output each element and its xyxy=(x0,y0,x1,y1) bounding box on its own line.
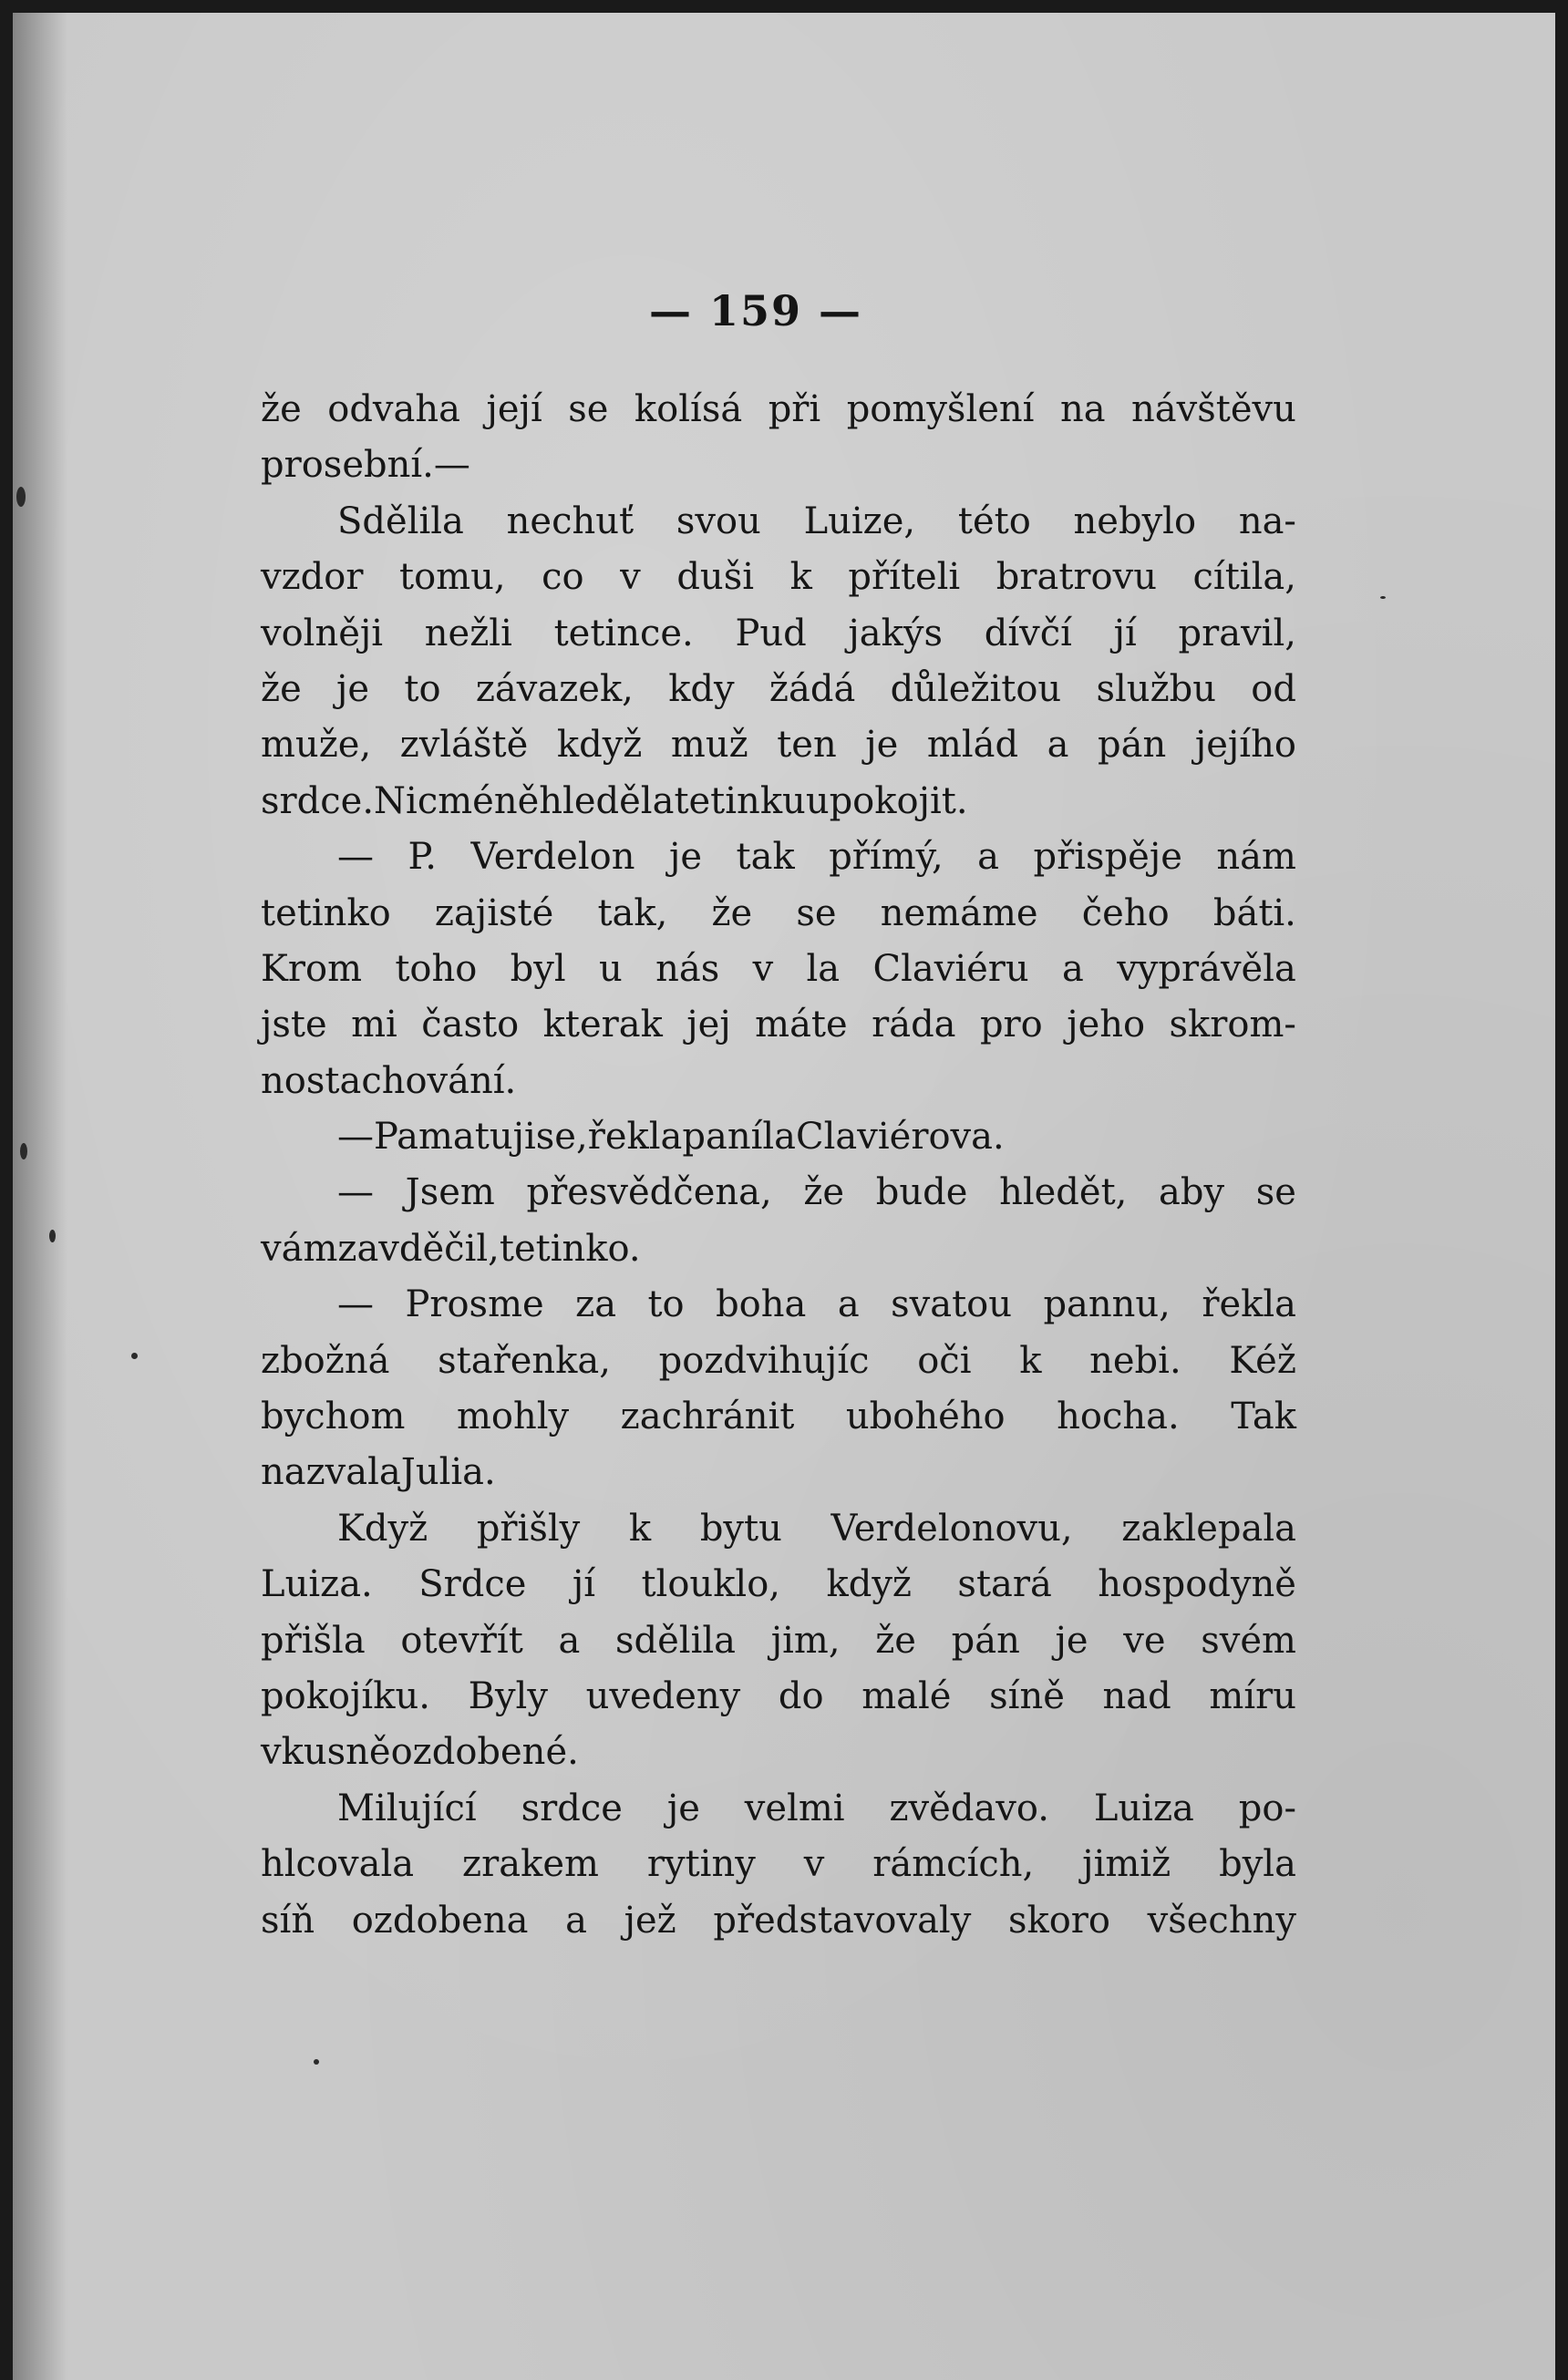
word: stařenka, xyxy=(438,1339,611,1382)
word: při xyxy=(768,388,821,430)
word: čeho xyxy=(1081,891,1170,934)
word: stará xyxy=(957,1563,1052,1606)
word: přesvědčena, xyxy=(526,1171,772,1214)
paper-speck xyxy=(16,487,26,507)
text-line xyxy=(261,1669,1296,1725)
word: byl xyxy=(510,947,566,990)
word: jim, xyxy=(770,1619,841,1662)
word: boha xyxy=(716,1283,807,1326)
word: upokojit. xyxy=(805,779,968,822)
word: míru xyxy=(1209,1674,1296,1717)
word: Krom xyxy=(261,947,363,990)
text-line xyxy=(261,829,1296,885)
word: je xyxy=(668,836,703,879)
word: na- xyxy=(1238,500,1296,542)
word: srdce. xyxy=(261,779,375,822)
word: tetince. xyxy=(553,612,694,654)
word: vyprávěla xyxy=(1117,947,1296,990)
word: a xyxy=(558,1619,581,1662)
word: že xyxy=(803,1171,845,1214)
word: — xyxy=(337,1283,374,1326)
word: tetinku xyxy=(674,779,806,822)
word: bychom xyxy=(261,1396,406,1438)
word: ozdobené. xyxy=(390,1731,579,1774)
word: jež xyxy=(624,1899,676,1942)
text-line xyxy=(261,1725,1296,1780)
text-line xyxy=(261,774,1296,829)
word: často xyxy=(421,1004,520,1046)
word: Luiza. xyxy=(261,1563,373,1606)
word: sdělila xyxy=(614,1619,737,1662)
word: rámcích, xyxy=(872,1843,1035,1886)
word: pro xyxy=(979,1004,1043,1046)
word: Když xyxy=(337,1507,428,1550)
word: co xyxy=(542,556,584,599)
word: zajisté xyxy=(434,891,554,934)
word: službu xyxy=(1096,667,1217,710)
word: jejího xyxy=(1194,724,1296,767)
paper-speck xyxy=(1380,596,1386,599)
word: po- xyxy=(1238,1787,1296,1829)
word: tetinko. xyxy=(499,1227,641,1270)
word: v xyxy=(803,1843,825,1886)
word: zvědavo. xyxy=(889,1787,1049,1829)
word: bude xyxy=(875,1171,968,1214)
word: muže, xyxy=(261,724,372,767)
word: a xyxy=(565,1899,587,1942)
word: mi xyxy=(351,1004,397,1046)
word: skoro xyxy=(1007,1899,1110,1942)
word: nežli xyxy=(424,612,512,654)
text-line xyxy=(261,606,1296,662)
word: duši xyxy=(676,556,755,599)
word: to xyxy=(404,667,441,710)
text-line xyxy=(261,438,1296,493)
word: příteli xyxy=(848,556,961,599)
text-line xyxy=(261,1334,1296,1389)
word: to xyxy=(647,1283,685,1326)
word: že xyxy=(261,388,302,430)
word: že xyxy=(711,891,753,934)
word: tlouklo, xyxy=(641,1563,781,1606)
book-page xyxy=(13,13,1555,2380)
text-line xyxy=(261,1613,1296,1669)
word: Verdelon xyxy=(470,836,635,879)
word: jimiž xyxy=(1082,1843,1171,1886)
word: zrakem xyxy=(462,1843,599,1886)
word: síň xyxy=(261,1899,315,1942)
word: srdce xyxy=(521,1787,623,1829)
word: řekla xyxy=(587,1116,683,1159)
word: do xyxy=(778,1674,824,1717)
word: paní xyxy=(682,1116,763,1159)
word: toho xyxy=(395,947,478,990)
paper-speck xyxy=(49,1230,56,1242)
word: volněji xyxy=(261,612,384,654)
word: k xyxy=(628,1507,652,1550)
word: otevřít xyxy=(400,1619,523,1662)
word: aby xyxy=(1159,1171,1225,1214)
text-line xyxy=(261,1054,1296,1109)
word: závazek, xyxy=(475,667,634,710)
word: — xyxy=(433,444,470,487)
word: hledět, xyxy=(999,1171,1128,1214)
word: mohly xyxy=(456,1396,570,1438)
word: báti. xyxy=(1212,891,1296,934)
word: přímý, xyxy=(829,836,944,879)
word: tetinko xyxy=(261,891,391,934)
word: důležitou xyxy=(890,667,1062,710)
word: pannu, xyxy=(1043,1283,1171,1326)
word: k xyxy=(1019,1339,1042,1382)
word: hleděla xyxy=(539,779,675,822)
word: na xyxy=(1059,388,1106,430)
word: vzdor xyxy=(261,556,364,599)
word: zachránit xyxy=(620,1396,795,1438)
word: zavděčil, xyxy=(337,1227,500,1270)
paper-speck xyxy=(20,1143,27,1159)
word: představovaly xyxy=(713,1899,972,1942)
word: Prosme xyxy=(405,1283,544,1326)
word: jakýs xyxy=(848,612,944,654)
word: ve xyxy=(1123,1619,1166,1662)
text-line xyxy=(261,1501,1296,1557)
word: za xyxy=(575,1283,617,1326)
word: nás xyxy=(655,947,720,990)
word: Luize, xyxy=(803,500,916,542)
word: a xyxy=(1062,947,1084,990)
word: Verdelonovu, xyxy=(830,1507,1073,1550)
word: řekla xyxy=(1202,1283,1296,1326)
word: přispěje xyxy=(1033,836,1182,879)
word: pomyšlení xyxy=(846,388,1035,430)
word: odvaha xyxy=(327,388,460,430)
word: vkusně xyxy=(261,1731,391,1774)
word: — xyxy=(337,836,374,879)
word: mlád xyxy=(926,724,1019,767)
word: od xyxy=(1251,667,1296,710)
word: bratrovu xyxy=(995,556,1157,599)
word: Milující xyxy=(337,1787,477,1829)
text-line xyxy=(261,1277,1296,1333)
word: pán xyxy=(1098,724,1167,767)
word: muž xyxy=(670,724,748,767)
word: Julia. xyxy=(400,1451,496,1494)
paper-speck xyxy=(314,2059,319,2065)
text-line xyxy=(261,550,1296,605)
word: pán xyxy=(951,1619,1020,1662)
word: se, xyxy=(535,1116,588,1159)
word: tak xyxy=(736,836,795,879)
word: Srdce xyxy=(418,1563,527,1606)
word: nazvala xyxy=(261,1451,401,1494)
word: malé xyxy=(861,1674,952,1717)
word: pravil, xyxy=(1178,612,1296,654)
word: Jsem xyxy=(405,1171,495,1214)
word: — xyxy=(337,1116,374,1159)
word: la xyxy=(762,1116,797,1159)
text-line xyxy=(261,717,1296,773)
word: Kéž xyxy=(1229,1339,1296,1382)
word: a xyxy=(977,836,1000,879)
word: u xyxy=(599,947,623,990)
word: že xyxy=(261,667,302,710)
word: pozdvihujíc xyxy=(658,1339,870,1382)
word: jeho xyxy=(1067,1004,1146,1046)
word: svou xyxy=(676,500,761,542)
word: Sdělila xyxy=(337,500,464,542)
word: zaklepala xyxy=(1121,1507,1296,1550)
word: a xyxy=(837,1283,860,1326)
word: skrom- xyxy=(1169,1004,1296,1046)
word: v xyxy=(752,947,774,990)
word: jí xyxy=(572,1563,596,1606)
word: je xyxy=(336,667,370,710)
word: Claviérova. xyxy=(796,1116,1005,1159)
word: bytu xyxy=(699,1507,782,1550)
word: ráda xyxy=(872,1004,956,1046)
word: jste xyxy=(261,1004,327,1046)
text-line xyxy=(261,1389,1296,1445)
word: je xyxy=(666,1787,700,1829)
text-line xyxy=(261,662,1296,717)
text-line xyxy=(261,494,1296,550)
word: žádá xyxy=(769,667,856,710)
page-number: — 159 — xyxy=(648,286,863,335)
word: Luiza xyxy=(1093,1787,1194,1829)
word: když xyxy=(556,724,643,767)
word: pokojíku. xyxy=(261,1674,430,1717)
word: ozdobena xyxy=(351,1899,529,1942)
word: že xyxy=(875,1619,916,1662)
word: nebi. xyxy=(1089,1339,1181,1382)
word: hlcovala xyxy=(261,1843,415,1886)
word: přišla xyxy=(261,1619,366,1662)
word: tomu, xyxy=(399,556,506,599)
text-line xyxy=(261,1557,1296,1612)
word: svatou xyxy=(891,1283,1012,1326)
word: oči xyxy=(917,1339,972,1382)
word: byla xyxy=(1219,1843,1296,1886)
word: je xyxy=(865,724,899,767)
word: zbožná xyxy=(261,1339,390,1382)
paper-speck xyxy=(131,1353,138,1359)
word: nechuť xyxy=(506,500,634,542)
word: kdy xyxy=(668,667,735,710)
text-line xyxy=(261,886,1296,942)
word: zvláště xyxy=(399,724,529,767)
word: se xyxy=(1255,1171,1296,1214)
word: rytiny xyxy=(646,1843,756,1886)
text-line xyxy=(261,1109,1296,1165)
word: a xyxy=(1047,724,1069,767)
word: Byly xyxy=(468,1674,548,1717)
word: Tak xyxy=(1231,1396,1296,1438)
word: Nicméně xyxy=(374,779,540,822)
word: se xyxy=(796,891,837,934)
gutter-shadow xyxy=(13,13,67,2380)
word: Pamatuji xyxy=(374,1116,536,1159)
word: této xyxy=(957,500,1031,542)
word: — xyxy=(337,1171,374,1214)
word: se xyxy=(568,388,609,430)
text-line xyxy=(261,1165,1296,1221)
word: návštěvu xyxy=(1131,388,1296,430)
word: když xyxy=(826,1563,912,1606)
word: máte xyxy=(755,1004,848,1046)
word: nebylo xyxy=(1073,500,1197,542)
word: chování. xyxy=(361,1059,517,1102)
word: v xyxy=(620,556,641,599)
word: přišly xyxy=(476,1507,581,1550)
word: kterak xyxy=(542,1004,663,1046)
text-line xyxy=(261,1445,1296,1500)
word: cítila, xyxy=(1192,556,1296,599)
word: hospodyně xyxy=(1098,1563,1296,1606)
word: všechny xyxy=(1147,1899,1296,1942)
word: je xyxy=(1055,1619,1088,1662)
word: Claviéru xyxy=(872,947,1029,990)
word: nemáme xyxy=(880,891,1038,934)
word: kolísá xyxy=(634,388,743,430)
word: la xyxy=(806,947,841,990)
text-line xyxy=(261,1781,1296,1837)
word: nám xyxy=(1216,836,1296,879)
word: vám xyxy=(261,1227,338,1270)
word: k xyxy=(789,556,812,599)
word: ten xyxy=(777,724,837,767)
text-line xyxy=(261,1221,1296,1277)
text-line xyxy=(261,942,1296,997)
text-line xyxy=(261,382,1296,438)
word: nad xyxy=(1102,1674,1171,1717)
word: její xyxy=(486,388,542,430)
word: nost xyxy=(261,1059,340,1102)
word: P. xyxy=(407,836,438,879)
word: jí xyxy=(1113,612,1137,654)
text-line xyxy=(261,1893,1296,1949)
word: ubohého xyxy=(845,1396,1006,1438)
word: síně xyxy=(989,1674,1065,1717)
word: Pud xyxy=(735,612,807,654)
word: prosební. xyxy=(261,444,434,487)
word: a xyxy=(339,1059,362,1102)
word: uvedeny xyxy=(585,1674,741,1717)
word: dívčí xyxy=(984,612,1072,654)
text-line xyxy=(261,1837,1296,1892)
word: jej xyxy=(686,1004,731,1046)
body-text xyxy=(261,382,1296,1949)
word: svém xyxy=(1201,1619,1296,1662)
word: hocha. xyxy=(1057,1396,1180,1438)
word: tak, xyxy=(597,891,668,934)
text-line xyxy=(261,997,1296,1053)
word: velmi xyxy=(744,1787,845,1829)
